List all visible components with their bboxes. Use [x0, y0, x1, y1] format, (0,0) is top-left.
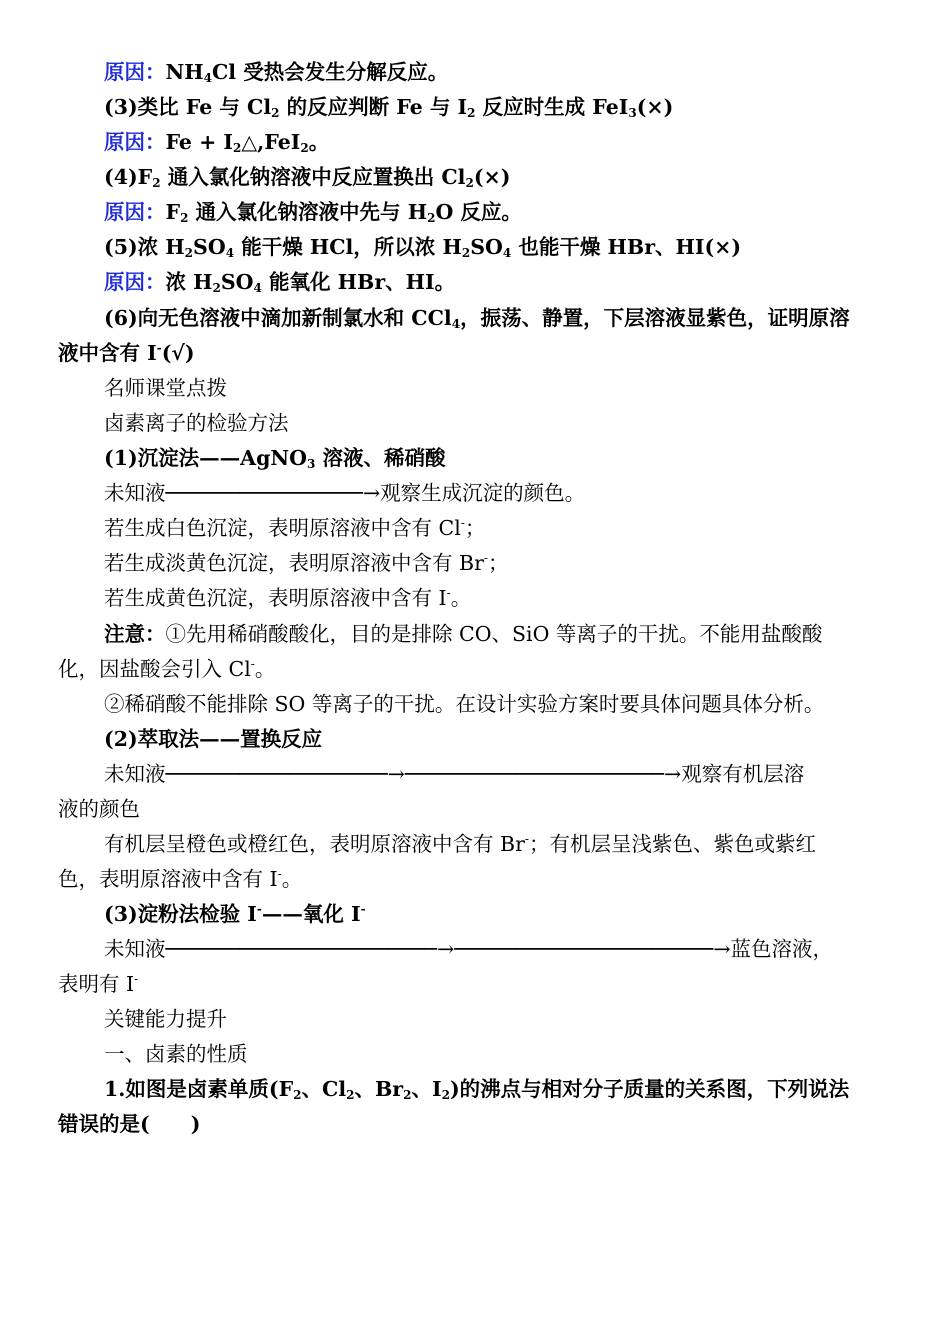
text: 1.如图是卤素单质(F	[104, 1077, 294, 1101]
text: 浓 H	[165, 270, 213, 294]
text: SO	[220, 270, 254, 294]
text: ；	[464, 516, 486, 540]
note-line-1	[104, 620, 822, 648]
subscript: 2	[271, 106, 280, 120]
section-heading-2: 关键能力提升	[104, 1007, 227, 1031]
text: ，振荡、静置，下层溶液显紫色，证明原溶	[460, 306, 850, 330]
superscript: -	[156, 341, 162, 355]
text: ；有机层呈浅紫色、紫色或紫红	[528, 832, 816, 856]
method-1-flow: 未知液────────────────→观察生成沉淀的颜色。	[104, 481, 586, 505]
text: 。	[254, 657, 276, 681]
reason-label: 原因：	[104, 200, 166, 224]
note-line-2	[58, 655, 275, 683]
reason-line-4	[104, 268, 455, 296]
subscript: 4	[225, 246, 235, 260]
text: 也能干燥 HBr、HI(×)	[511, 235, 742, 259]
subscript: 2	[184, 246, 194, 260]
item-3	[104, 93, 673, 121]
text: 若生成黄色沉淀，表明原溶液中含有 I	[104, 586, 447, 610]
superscript: -	[483, 551, 488, 565]
method-1-title	[104, 444, 446, 472]
text: 有机层呈橙色或橙红色，表明原溶液中含有 Br	[104, 832, 525, 856]
superscript: -	[256, 902, 262, 916]
result-pale-yellow	[104, 549, 508, 577]
text: 反应时生成 FeI	[475, 95, 629, 119]
subscript: 3	[628, 106, 637, 120]
item-5	[104, 233, 741, 261]
result-white	[104, 514, 485, 542]
subscript: 3	[307, 457, 316, 471]
item-6	[104, 304, 850, 332]
question-1-cont: 错误的是( )	[58, 1112, 201, 1136]
text: 液中含有 I	[58, 341, 157, 365]
text: ①先用稀硝酸酸化，目的是排除 CO、SiO 等离子的干扰。不能用盐酸酸	[165, 622, 823, 646]
superscript: -	[250, 657, 255, 671]
text: 。	[450, 586, 472, 610]
text: 、I	[411, 1077, 442, 1101]
subscript: 4	[253, 281, 262, 295]
subscript: 2	[465, 176, 474, 190]
text: 若生成淡黄色沉淀，表明原溶液中含有 Br	[104, 551, 484, 575]
text: 通入氯化钠溶液中反应置换出 Cl	[160, 165, 466, 189]
note-line-3: ②稀硝酸不能排除 SO 等离子的干扰。在设计实验方案时要具体问题具体分析。	[104, 692, 825, 716]
text: ——氧化 I	[261, 902, 361, 926]
text: 的反应判断 Fe 与 I	[279, 95, 468, 119]
text: (3)类比 Fe 与 Cl	[104, 95, 272, 119]
superscript: -	[460, 516, 465, 530]
subsection-heading: 卤素离子的检验方法	[104, 411, 289, 435]
superscript: -	[277, 867, 282, 881]
text: 能氧化 HBr、HI。	[261, 270, 456, 294]
text: 。	[308, 130, 330, 154]
reason-line-1	[104, 58, 448, 86]
method-2-title: (2)萃取法——置换反应	[104, 727, 323, 751]
note-label: 注意：	[104, 622, 166, 646]
text: (×)	[636, 95, 674, 119]
method-3-title	[104, 900, 366, 928]
text: (4)F	[104, 165, 153, 189]
method-2-flow: 未知液──────────────────→─────────────────────→观察有机层溶	[104, 762, 805, 786]
subsection-heading-2: 一、卤素的性质	[104, 1042, 248, 1066]
item-4	[104, 163, 510, 191]
text: Fe + I	[165, 130, 234, 154]
text: (√)	[161, 341, 195, 365]
subscript: 2	[300, 141, 309, 155]
text: 、Br	[354, 1077, 404, 1101]
subscript: 2	[212, 281, 221, 295]
text: Cl 受热会发生分解反应。	[211, 60, 449, 84]
text: )的沸点与相对分子质量的关系图，下列说法	[449, 1077, 850, 1101]
text: 通入氯化钠溶液中先与 H	[188, 200, 428, 224]
subscript: 4	[203, 71, 212, 85]
text: SO	[470, 235, 503, 259]
superscript: -	[360, 902, 366, 916]
method-2-flow-cont: 液的颜色	[58, 797, 140, 821]
text: NH	[165, 60, 204, 84]
subscript: 2	[403, 1088, 412, 1102]
text: 表明有 I	[58, 972, 135, 996]
text: O 反应。	[435, 200, 522, 224]
subscript: 2	[180, 211, 189, 225]
text: F	[165, 200, 181, 224]
text: SO	[193, 235, 226, 259]
text: 色，表明原溶液中含有 I	[58, 867, 278, 891]
result-yellow	[104, 584, 471, 612]
subscript: 2	[441, 1088, 450, 1102]
reason-line-2	[104, 128, 329, 156]
section-heading: 名师课堂点拨	[104, 376, 227, 400]
text: (3)淀粉法检验 I	[104, 902, 257, 926]
method-2-result-cont	[58, 865, 302, 893]
method-3-flow-cont	[58, 970, 138, 998]
subscript: 2	[346, 1088, 355, 1102]
subscript: 2	[233, 141, 242, 155]
text: 化，因盐酸会引入 Cl	[58, 657, 251, 681]
text: 能干燥 HCl，所以浓 H	[234, 235, 462, 259]
subscript: 2	[427, 211, 436, 225]
superscript: -	[524, 832, 529, 846]
text: 、Cl	[301, 1077, 347, 1101]
subscript: 2	[461, 246, 471, 260]
method-2-result	[104, 830, 816, 858]
subscript: 2	[293, 1088, 302, 1102]
text: △,FeI	[241, 130, 301, 154]
reason-label: 原因：	[104, 270, 166, 294]
text: ；	[487, 551, 509, 575]
reason-line-3	[104, 198, 522, 226]
method-3-flow: 未知液──────────────────────→─────────────────────→蓝色溶液，	[104, 937, 834, 961]
superscript: -	[134, 972, 139, 986]
subscript: 2	[467, 106, 476, 120]
subscript: 4	[502, 246, 512, 260]
text: 。	[281, 867, 303, 891]
text: 溶液、稀硝酸	[315, 446, 446, 470]
subscript: 4	[451, 317, 461, 331]
text: (6)向无色溶液中滴加新制氯水和 CCl	[104, 306, 452, 330]
text: (5)浓 H	[104, 235, 185, 259]
text: (1)沉淀法——AgNO	[104, 446, 307, 470]
item-6-cont	[58, 339, 195, 367]
question-1	[104, 1075, 849, 1103]
superscript: -	[446, 586, 451, 600]
subscript: 2	[152, 176, 161, 190]
text: (×)	[473, 165, 511, 189]
reason-label: 原因：	[104, 130, 166, 154]
reason-label: 原因：	[104, 60, 166, 84]
text: 若生成白色沉淀，表明原溶液中含有 Cl	[104, 516, 461, 540]
